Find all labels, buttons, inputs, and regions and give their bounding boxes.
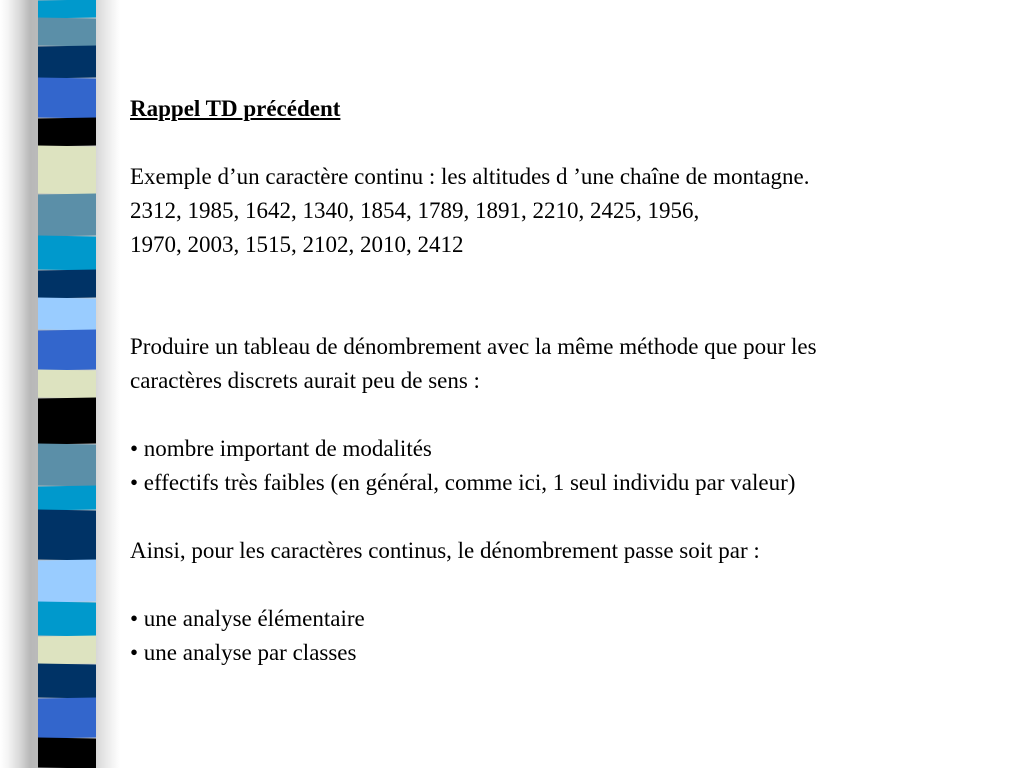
stripe-block xyxy=(38,663,96,698)
stripe-block xyxy=(38,397,96,444)
stripe-block xyxy=(38,145,96,194)
stripe-block xyxy=(38,485,96,510)
stripe-block xyxy=(38,329,96,370)
stripe-block xyxy=(38,193,96,236)
stripe-block xyxy=(38,297,96,330)
stripe-block xyxy=(38,559,96,602)
stripe-block xyxy=(38,45,96,78)
spacer xyxy=(130,262,1000,296)
stripe-block xyxy=(38,369,96,398)
decorative-stripe-column xyxy=(0,0,120,768)
stripe-block xyxy=(38,509,96,560)
spacer xyxy=(130,126,1000,160)
stripe-block xyxy=(38,0,96,19)
stripe-block xyxy=(38,269,96,298)
reason-item: • nombre important de modalités xyxy=(130,436,432,461)
stripe-block xyxy=(38,117,96,146)
spacer xyxy=(130,568,1000,602)
spacer xyxy=(130,500,1000,534)
stripe-block xyxy=(38,235,96,270)
method-item: • une analyse élémentaire xyxy=(130,606,365,631)
stripe-block xyxy=(38,443,96,486)
slide-content xyxy=(130,92,1000,670)
reason-item: • effectifs très faibles (en général, comme ici, 1 seul individu par valeur) xyxy=(130,470,796,495)
spacer xyxy=(130,296,1000,330)
stripe-block xyxy=(38,17,96,46)
example-line: Exemple d’un caractère continu : les altitudes d ’une chaîne de montagne. xyxy=(130,164,810,189)
stripe-block xyxy=(38,737,96,768)
slide-title: Rappel TD précédent xyxy=(130,96,341,121)
stripe-block xyxy=(38,635,96,664)
paragraph-line-1: Produire un tableau de dénombrement avec la même méthode que pour les xyxy=(130,334,817,359)
method-item: • une analyse par classes xyxy=(130,640,357,665)
stripe-block xyxy=(38,697,96,738)
values-line-2: 1970, 2003, 1515, 2102, 2010, 2412 xyxy=(130,232,464,257)
stripe-block xyxy=(38,77,96,118)
spacer xyxy=(130,398,1000,432)
paragraph-line-2: caractères discrets aurait peu de sens : xyxy=(130,368,480,393)
conclusion-line: Ainsi, pour les caractères continus, le dénombrement passe soit par : xyxy=(130,538,760,563)
values-line-1: 2312, 1985, 1642, 1340, 1854, 1789, 1891, 2210, 2425, 1956, xyxy=(130,198,700,223)
stripe-block xyxy=(38,601,96,636)
